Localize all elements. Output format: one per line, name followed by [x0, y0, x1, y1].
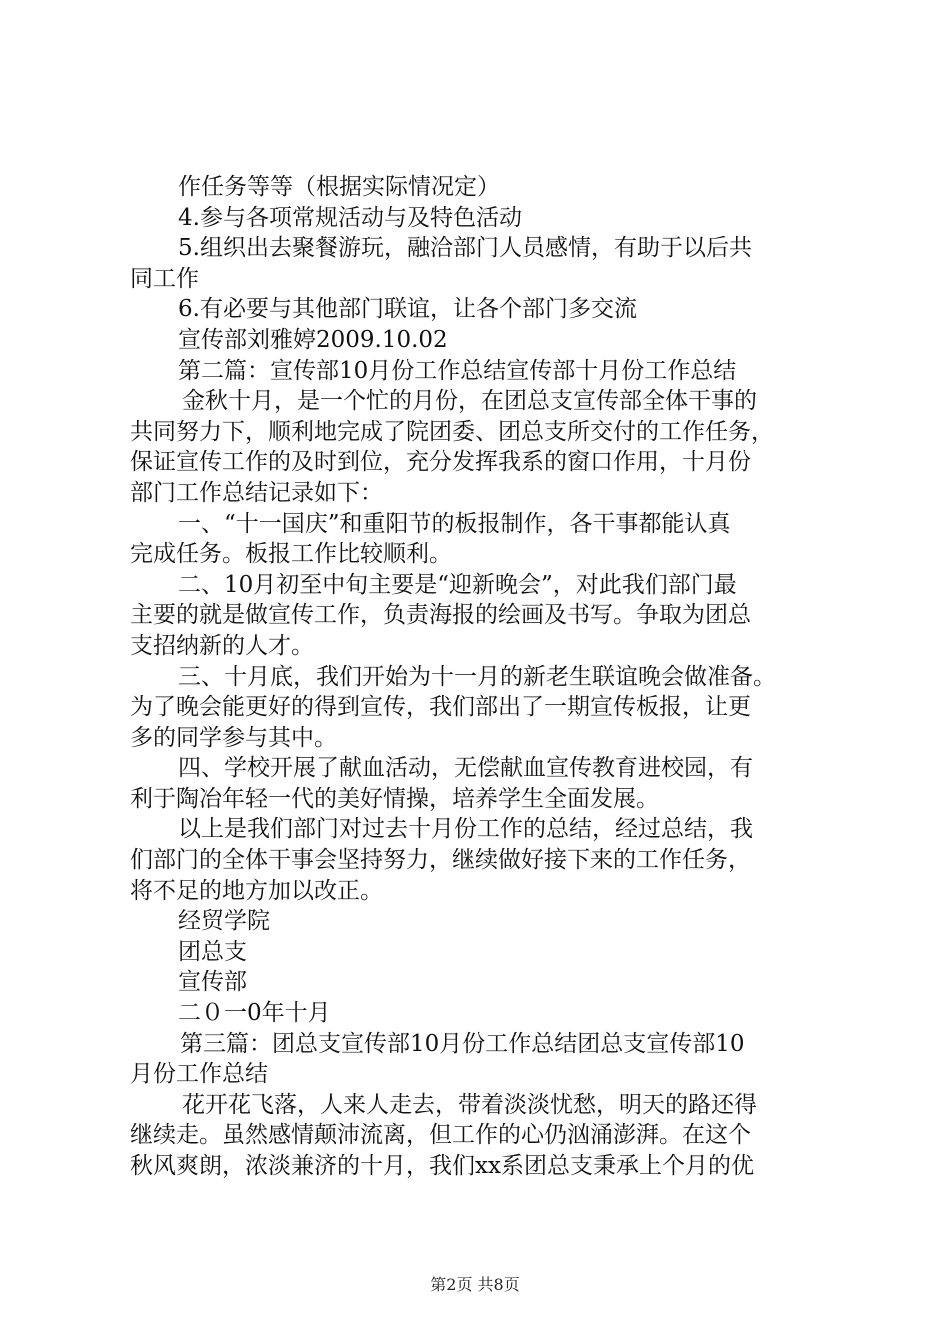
signature-college: 经贸学院	[178, 908, 270, 935]
body-line: 一、“十一国庆”和重阳节的板报制作，各干事都能认真	[178, 510, 731, 537]
body-line: 保证宣传工作的及时到位，充分发挥我系的窗口作用，十月份	[130, 449, 751, 476]
body-line: 继续走。虽然感情颠沛流离，但工作的心仍汹涌澎湃。在这个	[130, 1122, 751, 1149]
signature-line: 宣传部刘雅婷2009.10.02	[178, 326, 448, 353]
section-heading-3-cont: 月份工作总结	[130, 1061, 268, 1088]
body-line: 利于陶冶年轻一代的美好情操，培养学生全面发展。	[130, 785, 659, 812]
signature-date: 二０一0年十月	[178, 1000, 331, 1027]
body-line: 完成任务。板报工作比较顺利。	[130, 541, 452, 568]
body-line: 以上是我们部门对过去十月份工作的总结，经过总结，我	[178, 816, 753, 843]
body-line: 们部门的全体干事会坚持努力，继续做好接下来的工作任务，	[130, 847, 751, 874]
section-heading-2: 第二篇：宣传部10月份工作总结宣传部十月份工作总结	[178, 357, 737, 384]
document-body	[130, 172, 836, 1182]
signature-department: 宣传部	[178, 969, 247, 996]
body-line: 6.有必要与其他部门联谊，让各个部门多交流	[178, 296, 637, 323]
body-line: 共同努力下，顺利地完成了院团委、团总支所交付的工作任务，	[130, 418, 774, 445]
body-line: 将不足的地方加以改正。	[130, 877, 383, 904]
body-line: 为了晚会能更好的得到宣传，我们部出了一期宣传板报，让更	[130, 694, 751, 721]
body-line: 秋风爽朗，浓淡兼济的十月，我们xx系团总支秉承上个月的优	[130, 1153, 754, 1179]
signature-branch: 团总支	[178, 938, 247, 965]
body-line: 四、学校开展了献血活动，无偿献血宣传教育进校园，有	[178, 755, 753, 782]
body-line: 作任务等等（根据实际情况定）	[178, 174, 500, 200]
body-line: 三、十月底，我们开始为十一月的新老生联谊晚会做准备。	[178, 663, 776, 690]
body-line: 二、10月初至中旬主要是“迎新晚会”，对此我们部门最	[178, 571, 737, 598]
body-line: 金秋十月，是一个忙的月份，在团总支宣传部全体干事的	[182, 388, 757, 415]
page-footer	[0, 1272, 950, 1295]
body-line: 同工作	[130, 265, 199, 292]
body-line: 5.组织出去聚餐游玩，融洽部门人员感情，有助于以后共	[178, 235, 752, 262]
body-line: 支招纳新的人才。	[130, 632, 314, 659]
section-heading-3: 第三篇：团总支宣传部10月份工作总结团总支宣传部10	[180, 1030, 745, 1057]
page-number: 第2页 共8页	[430, 1275, 520, 1294]
body-line: 4.参与各项常规活动与及特色活动	[178, 204, 522, 231]
body-line: 主要的就是做宣传工作，负责海报的绘画及书写。争取为团总	[130, 602, 751, 629]
body-line: 多的同学参与其中。	[130, 724, 337, 751]
body-line: 花开花飞落，人来人走去，带着淡淡忧愁，明天的路还得	[182, 1091, 757, 1118]
body-line: 部门工作总结记录如下：	[130, 479, 383, 506]
